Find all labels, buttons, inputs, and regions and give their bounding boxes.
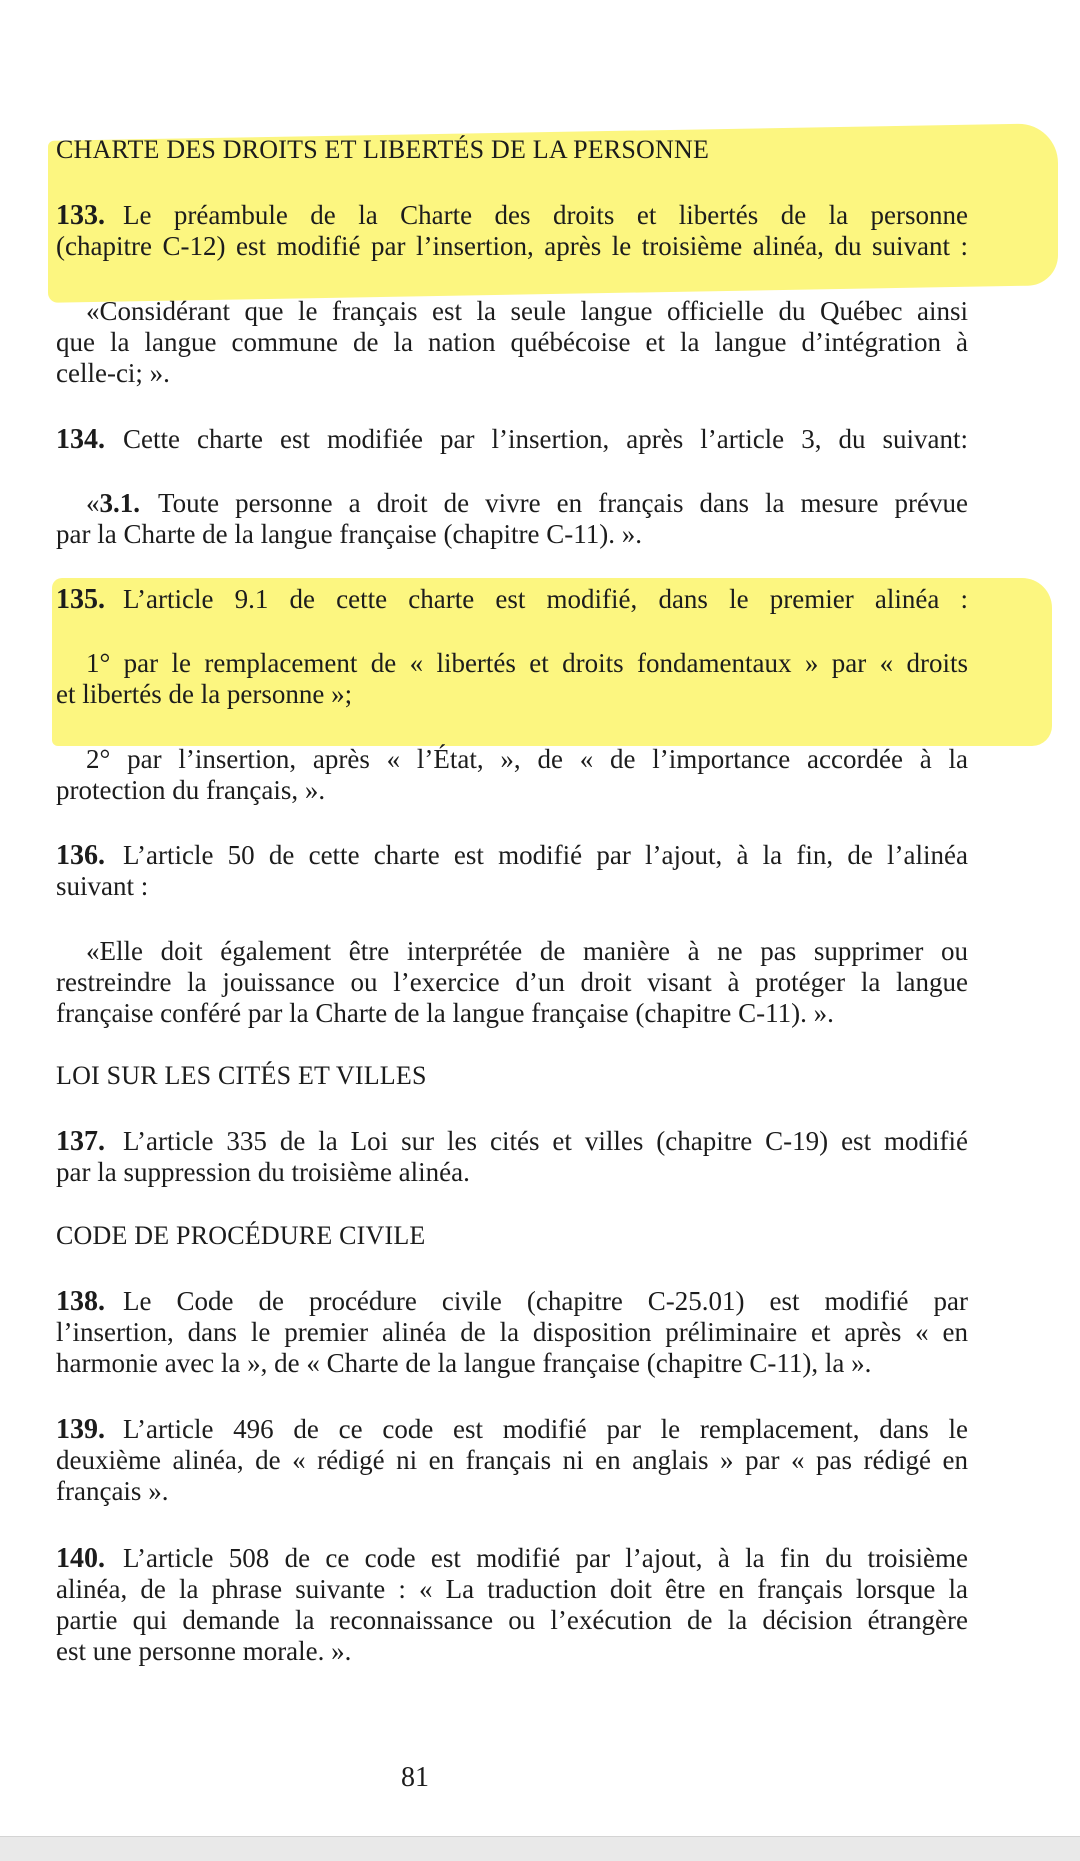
article-number-139: 139.: [56, 1414, 105, 1445]
article-134-quote-line-2: par la Charte de la langue française (chapitre C-11). ».: [56, 519, 642, 549]
article-136-quote-line-3: française conféré par la Charte de la langue française (chapitre C-11). ».: [56, 998, 834, 1028]
article-137-line-1: 137. L’article 335 de la Loi sur les cités et villes (chapitre C-19) est modifié: [56, 1126, 968, 1157]
article-139-line-2: deuxième alinéa, de « rédigé ni en français ni en anglais » par « pas rédigé en: [56, 1445, 968, 1475]
article-139-line-3: français ».: [56, 1476, 169, 1506]
section-heading-procedure-civile: CODE DE PROCÉDURE CIVILE: [56, 1221, 426, 1250]
section-heading-charte: CHARTE DES DROITS ET LIBERTÉS DE LA PERSONNE: [56, 135, 710, 164]
article-136-quote-line-1: «Elle doit également être interprétée de manière à ne pas supprimer ou: [86, 936, 968, 966]
article-number-133: 133.: [56, 200, 105, 231]
article-135-line-1: 135. L’article 9.1 de cette charte est modifié, dans le premier alinéa :: [56, 584, 968, 615]
article-138-line-2: l’insertion, dans le premier alinéa de la disposition préliminaire et après « en: [56, 1317, 968, 1347]
article-136-line-1: 136. L’article 50 de cette charte est modifié par l’ajout, à la fin, de l’alinéa: [56, 840, 968, 871]
article-133-line-1: 133. Le préambule de la Charte des droits et libertés de la personne: [56, 200, 968, 231]
article-140-line-2: alinéa, de la phrase suivante : « La traduction doit être en français lorsque la: [56, 1574, 968, 1604]
article-number-138: 138.: [56, 1286, 105, 1317]
article-136-quote-line-2: restreindre la jouissance ou l’exercice d’un droit visant à protéger la langue: [56, 967, 968, 997]
article-135-item-1-line-2: et libertés de la personne »;: [56, 679, 353, 709]
article-133-line-2: (chapitre C-12) est modifié par l’insertion, après le troisième alinéa, du suivant :: [56, 231, 968, 261]
section-heading-cites-villes: LOI SUR LES CITÉS ET VILLES: [56, 1061, 427, 1090]
article-135-item-2-line-1: 2° par l’insertion, après « l’État, », de « de l’importance accordée à la: [86, 744, 968, 774]
article-139-line-1: 139. L’article 496 de ce code est modifié par le remplacement, dans le: [56, 1414, 968, 1445]
article-140-line-3: partie qui demande la reconnaissance ou l’exécution de la décision étrangère: [56, 1605, 968, 1635]
article-number-135: 135.: [56, 584, 105, 615]
sub-article-number-3-1: 3.1.: [99, 488, 140, 518]
article-138-line-1: 138. Le Code de procédure civile (chapitre C-25.01) est modifié par: [56, 1286, 968, 1317]
article-140-line-1: 140. L’article 508 de ce code est modifié par l’ajout, à la fin du troisième: [56, 1543, 968, 1574]
article-number-140: 140.: [56, 1543, 105, 1574]
article-135-item-2-line-2: protection du français, ».: [56, 775, 326, 805]
viewer-bottom-edge: [0, 1836, 1080, 1861]
article-number-137: 137.: [56, 1126, 105, 1157]
article-136-line-2: suivant :: [56, 871, 149, 901]
article-134-quote-line-1: «3.1. Toute personne a droit de vivre en français dans la mesure prévue: [86, 488, 968, 518]
article-133-quote-line-2: que la langue commune de la nation québécoise et la langue d’intégration à: [56, 327, 968, 357]
article-137-line-2: par la suppression du troisième alinéa.: [56, 1157, 470, 1187]
article-133-quote-line-3: celle-ci; ».: [56, 358, 170, 388]
article-number-134: 134.: [56, 424, 105, 455]
article-number-136: 136.: [56, 840, 105, 871]
article-138-line-3: harmonie avec la », de « Charte de la langue française (chapitre C-11), la ».: [56, 1348, 872, 1378]
article-135-item-1-line-1: 1° par le remplacement de « libertés et droits fondamentaux » par « droits: [86, 648, 968, 678]
article-140-line-4: est une personne morale. ».: [56, 1636, 352, 1666]
article-133-quote-line-1: «Considérant que le français est la seule langue officielle du Québec ainsi: [86, 296, 968, 326]
article-134-line-1: 134. Cette charte est modifiée par l’insertion, après l’article 3, du suivant:: [56, 424, 968, 455]
page-number: 81: [401, 1762, 429, 1793]
